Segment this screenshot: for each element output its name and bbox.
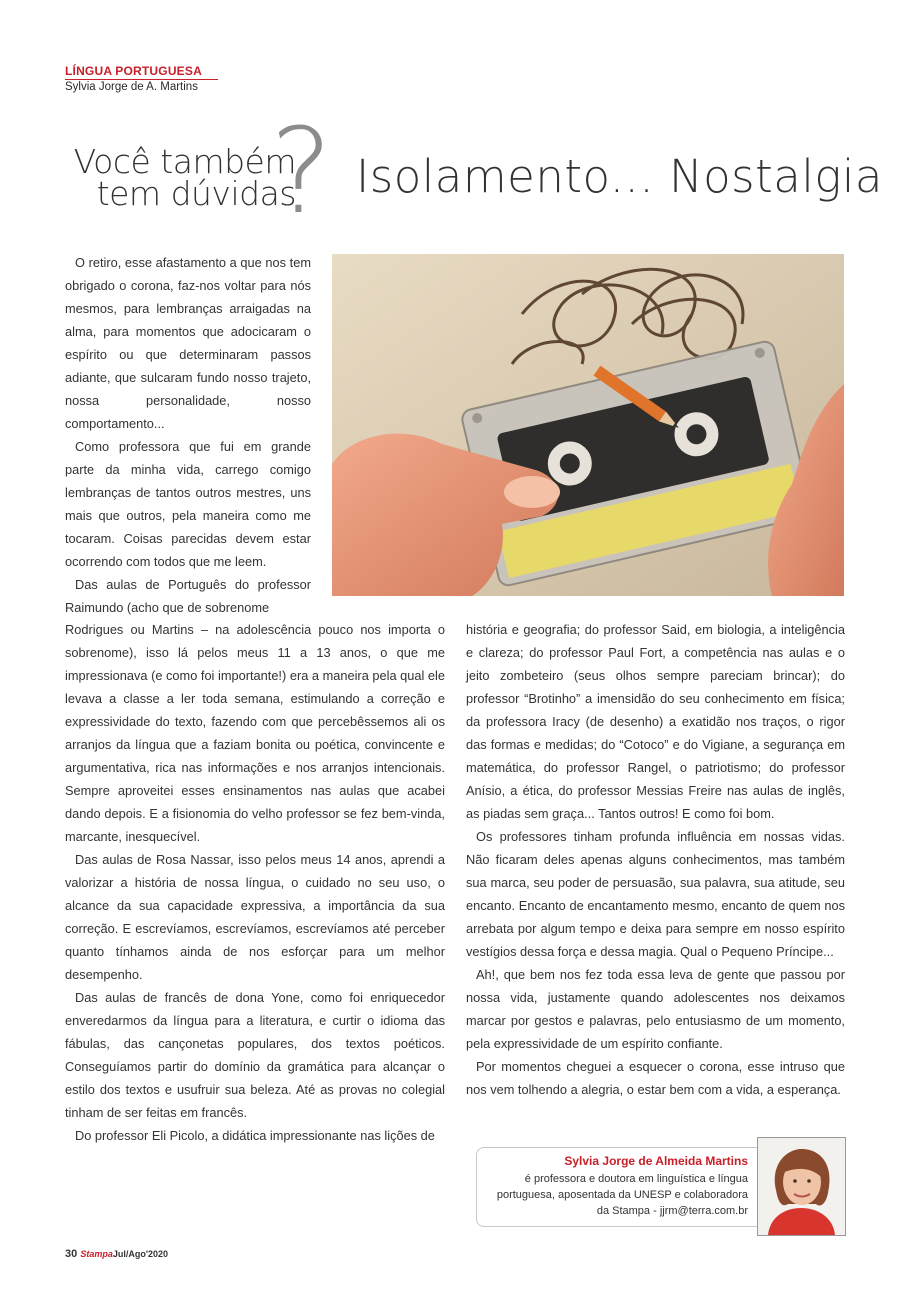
author-portrait-photo [757,1137,846,1236]
bio-line: portuguesa, aposentada da UNESP e colaboradora [496,1189,748,1201]
column-title [60,142,296,213]
article-body-left [65,618,445,1147]
page-footer [65,1248,168,1260]
question-mark: ? [270,102,333,240]
paragraph: Os professores tinham profunda influência em nossas vidas. Não ficaram deles apenas alguns conhecimentos, mas também sua marca, seu poder de persuasão, sua palavra, sua atitude, seu encanto. Encanto de encantamento mesmo, encanto de quem nos arrebata por algum tempo e deixa para sempre em nosso espírito vestígios dessa força e dessa magia. Qual o Pequeno Príncipe... [466,829,845,959]
article-title: Isolamento... Nostalgia [356,150,883,203]
column-title-line1: Você também [73,142,296,181]
magazine-brand: Stampa [80,1249,113,1259]
paragraph: Das aulas de Português do professor Raimundo (acho que de sobrenome [65,577,311,615]
section-rule [65,79,218,80]
column-author: Sylvia Jorge de A. Martins [65,81,198,93]
paragraph: Rodrigues ou Martins – na adolescência pouco nos importa o sobrenome), isso lá pelos meus 11 a 13 anos, o que me impressionava (e como foi importante!) era a maneira pela qual ele levava a classe a ler toda semana, estimulando a correção e expressividade do texto, fazendo com que percebêssemos ali os arranjos da língua que a faziam bonita ou poética, convincente e argumentativa, rica nas informações e nos arranjos intencionais. Sempre aproveitei esses ensinamentos nas aulas que acabei dando depois. E a fisionomia do velho professor se fez bem-vinda, marcante, inesquecível. [65,622,445,844]
bio-line: é professora e doutora em linguística e língua [524,1173,748,1185]
paragraph: Ah!, que bem nos fez toda essa leva de gente que passou por nossa vida, justamente quando adolescentes nos deixamos marcar por gestos e palavras, pelo entusiasmo de um momento, pela expressividade de um espírito confiante. [466,967,845,1051]
paragraph: Como professora que fui em grande parte da minha vida, carrego comigo lembranças de tantos outros mestres, uns mais que outros, pela maneira como me tocaram. Coisas parecidas devem estar ocorrendo com todos que me leem. [65,439,311,569]
paragraph: história e geografia; do professor Said, em biologia, a inteligência e clareza; do professor Paul Fort, a competência nas aulas e o jeito zombeteiro (seus olhos sempre pareciam brincar); do professor “Brotinho” a imensidão do seu conhecimento em física; da professora Iracy (de desenho) a exatidão nos traços, o rigor das formas e medidas; do “Cotoco” e do Vigiane, a segurança em matemática, do professor Rangel, o patriotismo; do professor Anísio, a ética, do professor Messias Freire nas aulas de inglês, as piadas sem graça... Tantos outros! E como foi bom. [466,622,845,821]
bio-author-name: Sylvia Jorge de Almeida Martins [564,1154,748,1168]
article-body-right [466,618,845,1101]
bio-line: da Stampa - jjrm@terra.com.br [596,1205,748,1217]
issue-date: Jul/Ago'2020 [112,1249,168,1259]
paragraph: O retiro, esse afastamento a que nos tem obrigado o corona, faz-nos voltar para nós mesmos, para lembranças arraigadas na alma, para momentos que adocicaram o espírito ou que determinaram passos adiante, que sulcaram fundo nosso trajeto, nossa personalidade, nosso comportamento... [65,255,311,431]
column-title-line2: tem dúvidas [96,174,296,213]
page-number: 30 [65,1248,78,1260]
cassette-tape-with-pencil-photo [332,254,844,596]
article-body-narrow [65,251,311,619]
paragraph: Das aulas de francês de dona Yone, como foi enriquecedor enveredarmos da língua para a literatura, e curtir o idioma das fábulas, das cançonetas populares, dos textos poéticos. Conseguíamos partir do domínio da gramática para alcançar o estilo dos textos e usufruir sua beleza. Até as provas no colegial tinham de ser feitas em francês. [65,990,445,1120]
paragraph: Por momentos cheguei a esquecer o corona, esse intruso que nos vem tolhendo a alegria, o estar bem com a vida, a esperança. [466,1059,845,1097]
paragraph: Das aulas de Rosa Nassar, isso pelos meus 14 anos, aprendi a valorizar a história de nossa língua, o cuidado no seu uso, o alcance da sua capacidade expressiva, a importância da sua correção. E escrevíamos, escrevíamos, escrevíamos até perceber quanto tínhamos ainda de nos esforçar para um melhor desempenho. [65,852,445,982]
paragraph: Do professor Eli Picolo, a didática impressionante nas lições de [75,1128,435,1143]
bio-text [486,1171,748,1219]
section-label: LÍNGUA PORTUGUESA [65,64,202,78]
